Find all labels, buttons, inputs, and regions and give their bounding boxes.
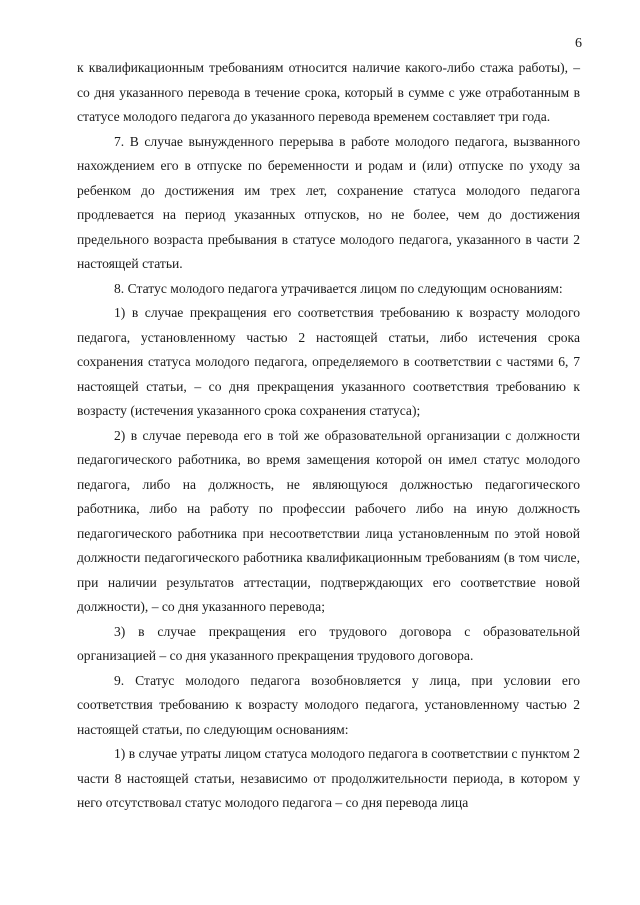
page-number: 6 <box>575 36 582 51</box>
paragraph-item-7: 7. В случае вынужденного перерыва в работе молодого педагога, вызванного нахождением его в отпуске по беременности и родам и (или) отпуске по уходу за ребенком до достижения им трех лет, сохранение статуса молодого педагога продлевается на период указанных отпусков, но не более, чем до достижения предельного возраста пребывания в статусе молодого педагога, указанного в части 2 настоящей статьи. <box>77 133 580 271</box>
paragraph-item-9-1: 1) в случае утраты лицом статуса молодого педагога в соответствии с пунктом 2 части 8 настоящей статьи, независимо от продолжительности периода, в котором у него отсутствовал статус молодого педагога – со дня перевода лица <box>77 746 580 810</box>
document-body <box>77 56 580 816</box>
paragraph-continuation: к квалификационным требованиям относится наличие какого-либо стажа работы), – со дня указанного перевода в течение срока, который в сумме с уже отработанным в статусе молодого педагога до указанного перевода временем составляет три года. <box>77 60 580 124</box>
paragraph-item-8-2: 2) в случае перевода его в той же образовательной организации с должности педагогического работника, во время замещения которой он имел статус молодого педагога, либо на должность, не являющуюся должностью педагогического работника, либо на работу по профессии рабочего либо на иную должность педагогического работника при несоответствии лица установленным по этой новой должности педагогического работника квалификационным требованиям (в том числе, при наличии результатов аттестации, подтверждающих его соответствие новой должности), – со дня указанного перевода; <box>77 427 580 614</box>
paragraph-item-9: 9. Статус молодого педагога возобновляется у лица, при условии его соответствия требованию к возрасту молодого педагога, установленному частью 2 настоящей статьи, по следующим основаниям: <box>77 672 580 737</box>
paragraph-item-8: 8. Статус молодого педагога утрачивается лицом по следующим основаниям: <box>114 280 563 296</box>
paragraph-item-8-1: 1) в случае прекращения его соответствия требованию к возрасту молодого педагога, установленному частью 2 настоящей статьи, либо истечения срока сохранения статуса молодого педагога, определяемого в соответствии с частями 6, 7 настоящей статьи, – со дня прекращения указанного соответствия требованию к возрасту (истечения указанного срока сохранения статуса); <box>77 305 580 418</box>
paragraph-item-8-3: 3) в случае прекращения его трудового договора с образовательной организацией – со дня указанного прекращения трудового договора. <box>77 623 580 663</box>
